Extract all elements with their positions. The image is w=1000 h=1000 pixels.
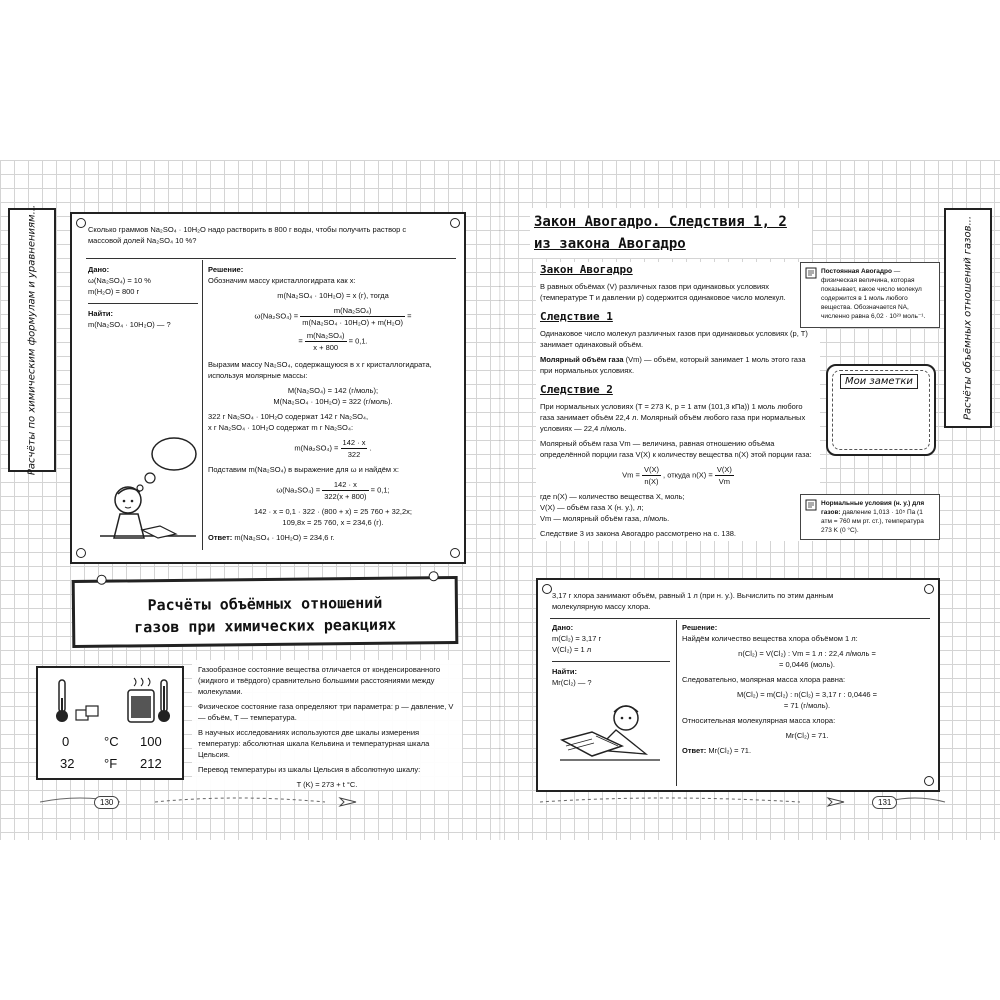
given-label: Дано: [552, 623, 574, 632]
fraction [715, 464, 734, 487]
paragraph: Физическое состояние газа определяют три параметра: p — давление, V — объём, T — температура. [198, 702, 454, 722]
fraction-denominator: x + 800 [313, 343, 339, 352]
equation-4 [208, 479, 458, 502]
fraction-numerator: m(Na₂SO₄) [306, 331, 345, 340]
solution-text: n(Cl₂) = V(Cl₂) : Vm = 1 л : 22,4 л/моль = [738, 649, 876, 658]
definition-text: (Vm) — объём, который занимает 1 моль этого газа при нормальных условиях. [540, 355, 806, 375]
fraction [300, 305, 405, 328]
paragraph: В научных исследованиях используются две шкалы измерения температур: абсолютная шкала Кельвина и температурная шкала Цельсия. [198, 728, 430, 759]
eq-text: ω(Na₂SO₄) = [254, 311, 299, 321]
divider [88, 303, 198, 304]
solution-text: Подставим m(Na₂SO₄) в выражение для ω и найдём x: [208, 465, 399, 474]
vertical-divider [676, 620, 677, 786]
page-gutter [499, 160, 501, 840]
find-value: Mr(Cl₂) — ? [552, 678, 592, 687]
solution-text: m(Na₂SO₄ · 10H₂O) = x (г), тогда [277, 291, 389, 300]
consequence-1-text: Одинаковое число молекул различных газов при одинаковых условиях (p, T) занимает одинаковый объём. [540, 329, 808, 349]
thermometer-icon [154, 678, 174, 724]
answer-value: m(Na₂SO₄ · 10H₂O) = 234,6 г. [234, 533, 335, 542]
right-side-tab [944, 208, 992, 428]
solution-label: Решение: [208, 265, 244, 274]
molar-mass-2: M(Na₂SO₄ · 10H₂O) = 322 (г/моль). [273, 397, 393, 406]
solution-text: Mr(Cl₂) = 71. [785, 731, 829, 740]
solution-block [682, 622, 932, 756]
title-box [530, 208, 812, 258]
temperature-formula: T (K) = 273 + t °C. [296, 780, 358, 789]
fraction-numerator: m(Na₂SO₄) [300, 305, 405, 317]
temperature-card [36, 666, 184, 780]
molar-mass-1: M(Na₂SO₄) = 142 (г/моль); [287, 386, 379, 395]
paragraph: Газообразное состояние вещества отличается от конденсированного (жидкого и твёрдого) сравнительно большими расстояниями между молекулами. [198, 665, 441, 696]
answer-value: Mr(Cl₂) = 71. [708, 746, 752, 755]
consequence-2-text: При нормальных условиях (T = 273 K, p = 1 атм (101,3 кПа)) 1 моль любого газа занимает объём 22,4 л. Молярный объём любого газа при нормальных условиях — 22,4 л/моль. [540, 402, 806, 433]
temp-fahrenheit-212: 212 [140, 756, 162, 771]
divider [552, 661, 670, 662]
given-item: m(Cl₂) = 3,17 г [552, 634, 602, 643]
where-line: Vm — молярный объём газа, л/моль. [540, 514, 670, 523]
consequence-2-title: Следствие 2 [540, 383, 613, 396]
temp-celsius-zero: 0 [62, 734, 70, 749]
pin-icon [450, 548, 460, 558]
given-block [552, 622, 670, 688]
pin-icon [76, 218, 86, 228]
answer-line [208, 532, 458, 543]
gas-state-text [192, 660, 462, 794]
consequence-1-title: Следствие 1 [540, 310, 613, 323]
solution-text: 109,8x = 25 760, x = 234,6 (г). [282, 518, 384, 527]
solution-text: = 0,0446 (моль). [778, 660, 835, 669]
my-notes-label: Мои заметки [840, 374, 918, 389]
note-icon [805, 499, 817, 511]
molar-volume-definition [540, 354, 816, 376]
fraction [322, 479, 368, 502]
answer-label: Ответ: [682, 746, 707, 755]
solution-label: Решение: [682, 623, 718, 632]
find-label: Найти: [88, 309, 113, 318]
fraction [642, 464, 661, 487]
thinking-student-illustration [92, 432, 202, 552]
cross-reference: Следствие 3 из закона Авогадро рассмотрено на с. 138. [540, 529, 737, 538]
page-number-left: 130 [94, 796, 119, 809]
vertical-divider [202, 260, 203, 550]
problem-card-1 [70, 212, 466, 564]
given-item: m(H₂O) = 800 г [88, 287, 140, 296]
temp-celsius-hundred: 100 [140, 734, 162, 749]
fraction-denominator: 322(x + 800) [324, 492, 367, 501]
banner-title-line-1: Расчёты объёмных отношений [147, 593, 383, 615]
problem-card-2 [536, 578, 940, 792]
eq-text: ω(Na₂SO₄) = [276, 485, 321, 495]
my-notes-card [826, 364, 936, 456]
answer-label: Ответ: [208, 533, 233, 542]
pin-icon [76, 548, 86, 558]
left-side-tab-text: Расчёты по химическим формулам и уравнениям... [26, 204, 38, 476]
given-item: V(Cl₂) = 1 л [552, 645, 592, 654]
note-term: Нормальные условия (н. у.) для газов: [821, 500, 925, 516]
thermometer-icon [52, 678, 72, 724]
consequence-2-text: Молярный объём газа Vm — величина, равная отношению объёма определённой порции газа V(X) к количеству вещества n(X) этой порции газа: [540, 439, 812, 459]
solution-text: Выразим массу Na₂SO₄, содержащуюся в x г кристаллогидрата, используя молярные массы: [208, 360, 432, 380]
equation-3 [208, 437, 458, 460]
pin-icon [450, 218, 460, 228]
note-text: — физическая величина, которая показывает, какое число молекул содержится в 1 моль любого вещества. Обозначается NA, численно равна 6,02 · 10²³ моль⁻¹. [821, 268, 926, 320]
fraction [305, 330, 347, 353]
fraction-denominator: Vm [718, 477, 730, 486]
note-icon [805, 267, 817, 279]
where-line: где n(X) — количество вещества X, моль; [540, 492, 685, 501]
reading-student-illustration [556, 700, 666, 778]
solution-text: 142 · x = 0,1 · 322 · (800 + x) = 25 760 + 32,2x; [253, 507, 413, 516]
given-label: Дано: [88, 265, 110, 274]
page-number-right: 131 [872, 796, 897, 809]
avogadro-constant-note [800, 262, 940, 328]
solution-text: 322 г Na₂SO₄ · 10H₂O содержат 142 г Na₂SO₄, [208, 412, 369, 421]
paragraph: Перевод температуры из шкалы Цельсия в абсолютную шкалу: [198, 765, 421, 774]
eq-text: Vm = [622, 470, 640, 480]
page-title-line-1: Закон Авогадро. Следствия 1, 2 [534, 214, 787, 230]
pin-icon [924, 776, 934, 786]
avogadro-text-column [536, 262, 820, 541]
problem-2-question: 3,17 г хлора занимают объём, равный 1 л (при н. у.). Вычислить по этим данным молекулярную массу хлора. [552, 591, 834, 611]
problem-1-question: Сколько граммов Na₂SO₄ · 10H₂O надо растворить в 800 г воды, чтобы получить раствор с массовой долей Na₂SO₄ 10 %? [88, 225, 407, 245]
solution-block [208, 264, 458, 543]
molar-volume-formula [540, 464, 816, 487]
fraction-denominator: 322 [347, 450, 361, 459]
solution-text: = 71 (г/моль). [783, 701, 831, 710]
normal-conditions-note [800, 494, 940, 540]
eq-text: = [298, 336, 303, 346]
note-text: давление 1,013 · 10⁵ Па (1 атм = 760 мм рт. ст.), температура 273 K (0 °C). [821, 509, 924, 534]
temp-celsius-unit: °C [104, 734, 119, 749]
divider [550, 618, 930, 619]
pin-icon [924, 584, 934, 594]
solution-text: Относительная молекулярная масса хлора: [682, 716, 836, 725]
given-block [88, 264, 198, 330]
equation-1 [208, 305, 458, 328]
given-item: ω(Na₂SO₄) = 10 % [88, 276, 151, 285]
right-side-tab-text: Расчёты объёмных отношений газов... [962, 215, 974, 421]
section-banner [72, 576, 459, 648]
solution-text: Обозначим массу кристаллогидрата как x: [208, 276, 356, 285]
eq-text: , откуда n(X) = [663, 470, 713, 480]
equation-2 [208, 330, 458, 353]
fraction-numerator: V(X) [716, 465, 732, 474]
left-side-tab [8, 204, 56, 476]
temp-fahrenheit-unit: °F [104, 756, 118, 771]
law-title: Закон Авогадро [540, 263, 633, 276]
answer-line [682, 745, 932, 756]
eq-text: m(Na₂SO₄) = [294, 443, 339, 453]
find-label: Найти: [552, 667, 577, 676]
solution-text: Следовательно, молярная масса хлора равна: [682, 675, 846, 684]
fraction-numerator: 142 · x [322, 479, 368, 491]
boiling-pot-icon [124, 676, 158, 726]
eq-text: = 0,1; [370, 485, 390, 495]
banner-title-line-2: газов при химических реакциях [134, 615, 397, 637]
temp-fahrenheit-zero: 32 [60, 756, 75, 771]
fraction-numerator: 142 · x [342, 438, 366, 447]
page-title-line-2: из закона Авогадро [534, 236, 686, 252]
find-value: m(Na₂SO₄ · 10H₂O) — ? [88, 320, 171, 329]
eq-text: . [369, 443, 372, 453]
solution-text: x г Na₂SO₄ · 10H₂O содержат m г Na₂SO₄: [208, 423, 354, 432]
solution-text: Найдём количество вещества хлора объёмом 1 л: [682, 634, 858, 643]
divider [86, 258, 456, 259]
fraction-denominator: n(X) [644, 477, 659, 486]
pin-icon [97, 575, 107, 585]
solution-text: M(Cl₂) = m(Cl₂) : n(Cl₂) = 3,17 г : 0,0446 = [736, 690, 878, 699]
gas-state-text-card [192, 660, 462, 790]
fraction-denominator: m(Na₂SO₄ · 10H₂O) + m(H₂O) [302, 318, 404, 327]
pin-icon [542, 584, 552, 594]
note-term: Постоянная Авогадро [821, 268, 892, 275]
ice-cubes-icon [74, 702, 102, 722]
fraction [341, 437, 368, 460]
eq-text: = 0,1. [348, 336, 368, 346]
pin-icon [429, 571, 439, 581]
law-text: В равных объёмах (V) различных газов при одинаковых условиях (температуре T и давлении p) содержится одинаковое число молекул. [540, 282, 786, 302]
where-line: V(X) — объём газа X (н. у.), л; [540, 503, 644, 512]
fraction-numerator: V(X) [643, 465, 659, 474]
eq-text: = [407, 311, 412, 321]
definition-term: Молярный объём газа [540, 355, 624, 364]
